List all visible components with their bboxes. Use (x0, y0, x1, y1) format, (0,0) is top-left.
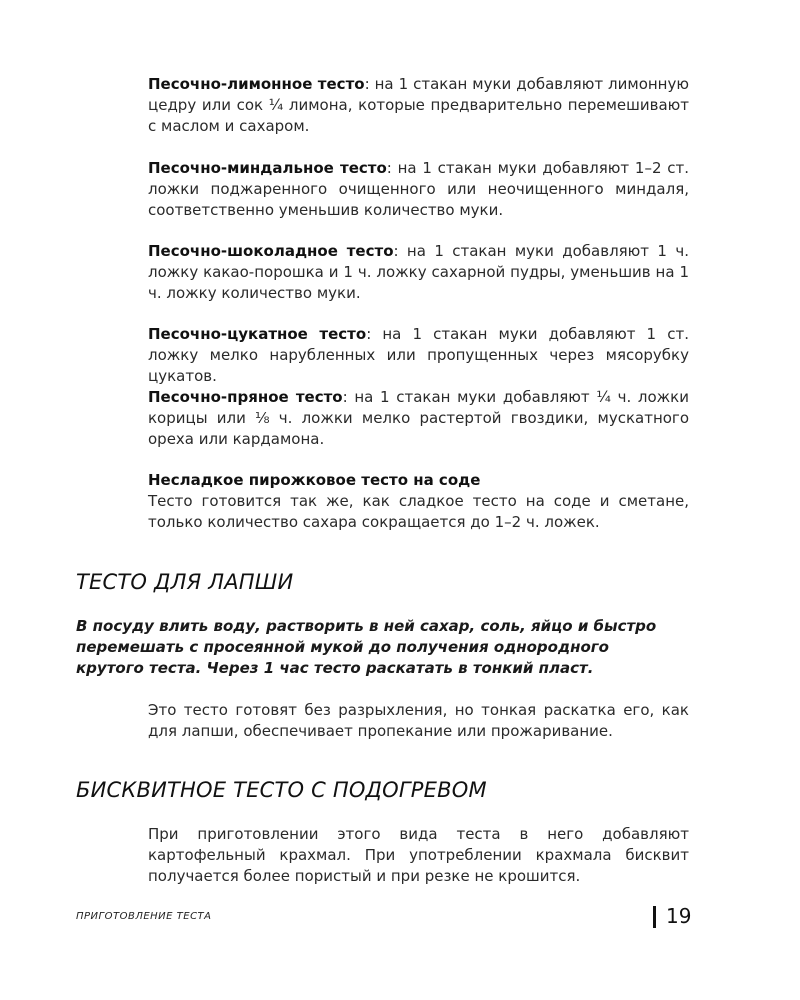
unsweet-title: Несладкое пирожковое тесто на соде (148, 471, 481, 489)
paragraph-spicy (148, 387, 689, 450)
unsweet-text: Тесто готовится так же, как сладкое тесто на соде и сметане, только количество сахара сокращается до 1–2 ч. ложек. (148, 492, 689, 531)
paragraph-candied (148, 324, 689, 387)
noodle-heading: ТЕСТО ДЛЯ ЛАПШИ (76, 570, 294, 594)
page-number: 19 (666, 904, 692, 928)
noodle-note: Это тесто готовят без разрыхления, но тонкая раскатка его, как для лапши, обеспечивает пропекание или прожаривание. (148, 701, 689, 740)
unsweet-section (148, 470, 689, 533)
paragraph-almond (148, 158, 689, 221)
term-lemon: Песочно-лимонное тесто (148, 75, 365, 93)
text-almond: : на 1 стакан муки добавляют 1–2 ст. ложки поджаренного очищенного или неочищенного миндаля, соответственно уменьшив количество муки. (148, 159, 689, 219)
footer-divider (653, 906, 656, 928)
footer-section-title: ПРИГОТОВЛЕНИЕ ТЕСТА (76, 911, 212, 922)
term-almond: Песочно-миндальное тесто (148, 159, 387, 177)
paragraph-chocolate (148, 241, 689, 304)
biscuit-heading: БИСКВИТНОЕ ТЕСТО С ПОДОГРЕВОМ (76, 778, 487, 802)
text-spicy: : на 1 стакан муки добавляют ¼ ч. ложки корицы или ⅛ ч. ложки мелко растертой гвоздики, мускатного ореха или кардамона. (148, 388, 689, 448)
noodle-instructions: В посуду влить воду, растворить в ней сахар, соль, яйцо и быстро перемешать с просеянной мукой до получения однородного крутого теста. Через 1 час тесто раскатать в тонкий пласт. (76, 617, 657, 677)
biscuit-text: При приготовлении этого вида теста в него добавляют картофельный крахмал. При употреблении крахмала бисквит получается более пористый и при резке не крошится. (148, 825, 689, 885)
term-chocolate: Песочно-шоколадное тесто (148, 242, 394, 260)
text-lemon: : на 1 стакан муки добавляют лимонную цедру или сок ¼ лимона, которые предварительно перемешивают с маслом и сахаром. (148, 75, 689, 135)
term-spicy: Песочно-пряное тесто (148, 388, 343, 406)
text-chocolate: : на 1 стакан муки добавляют 1 ч. ложку какао-порошка и 1 ч. ложку сахарной пудры, уменьшив на 1 ч. ложку количество муки. (148, 242, 689, 302)
paragraph-lemon (148, 74, 689, 137)
text-candied: : на 1 стакан муки добавляют 1 ст. ложку мелко нарубленных или пропущенных через мясорубку цукатов. (148, 325, 689, 385)
term-candied: Песочно-цукатное тесто (148, 325, 367, 343)
